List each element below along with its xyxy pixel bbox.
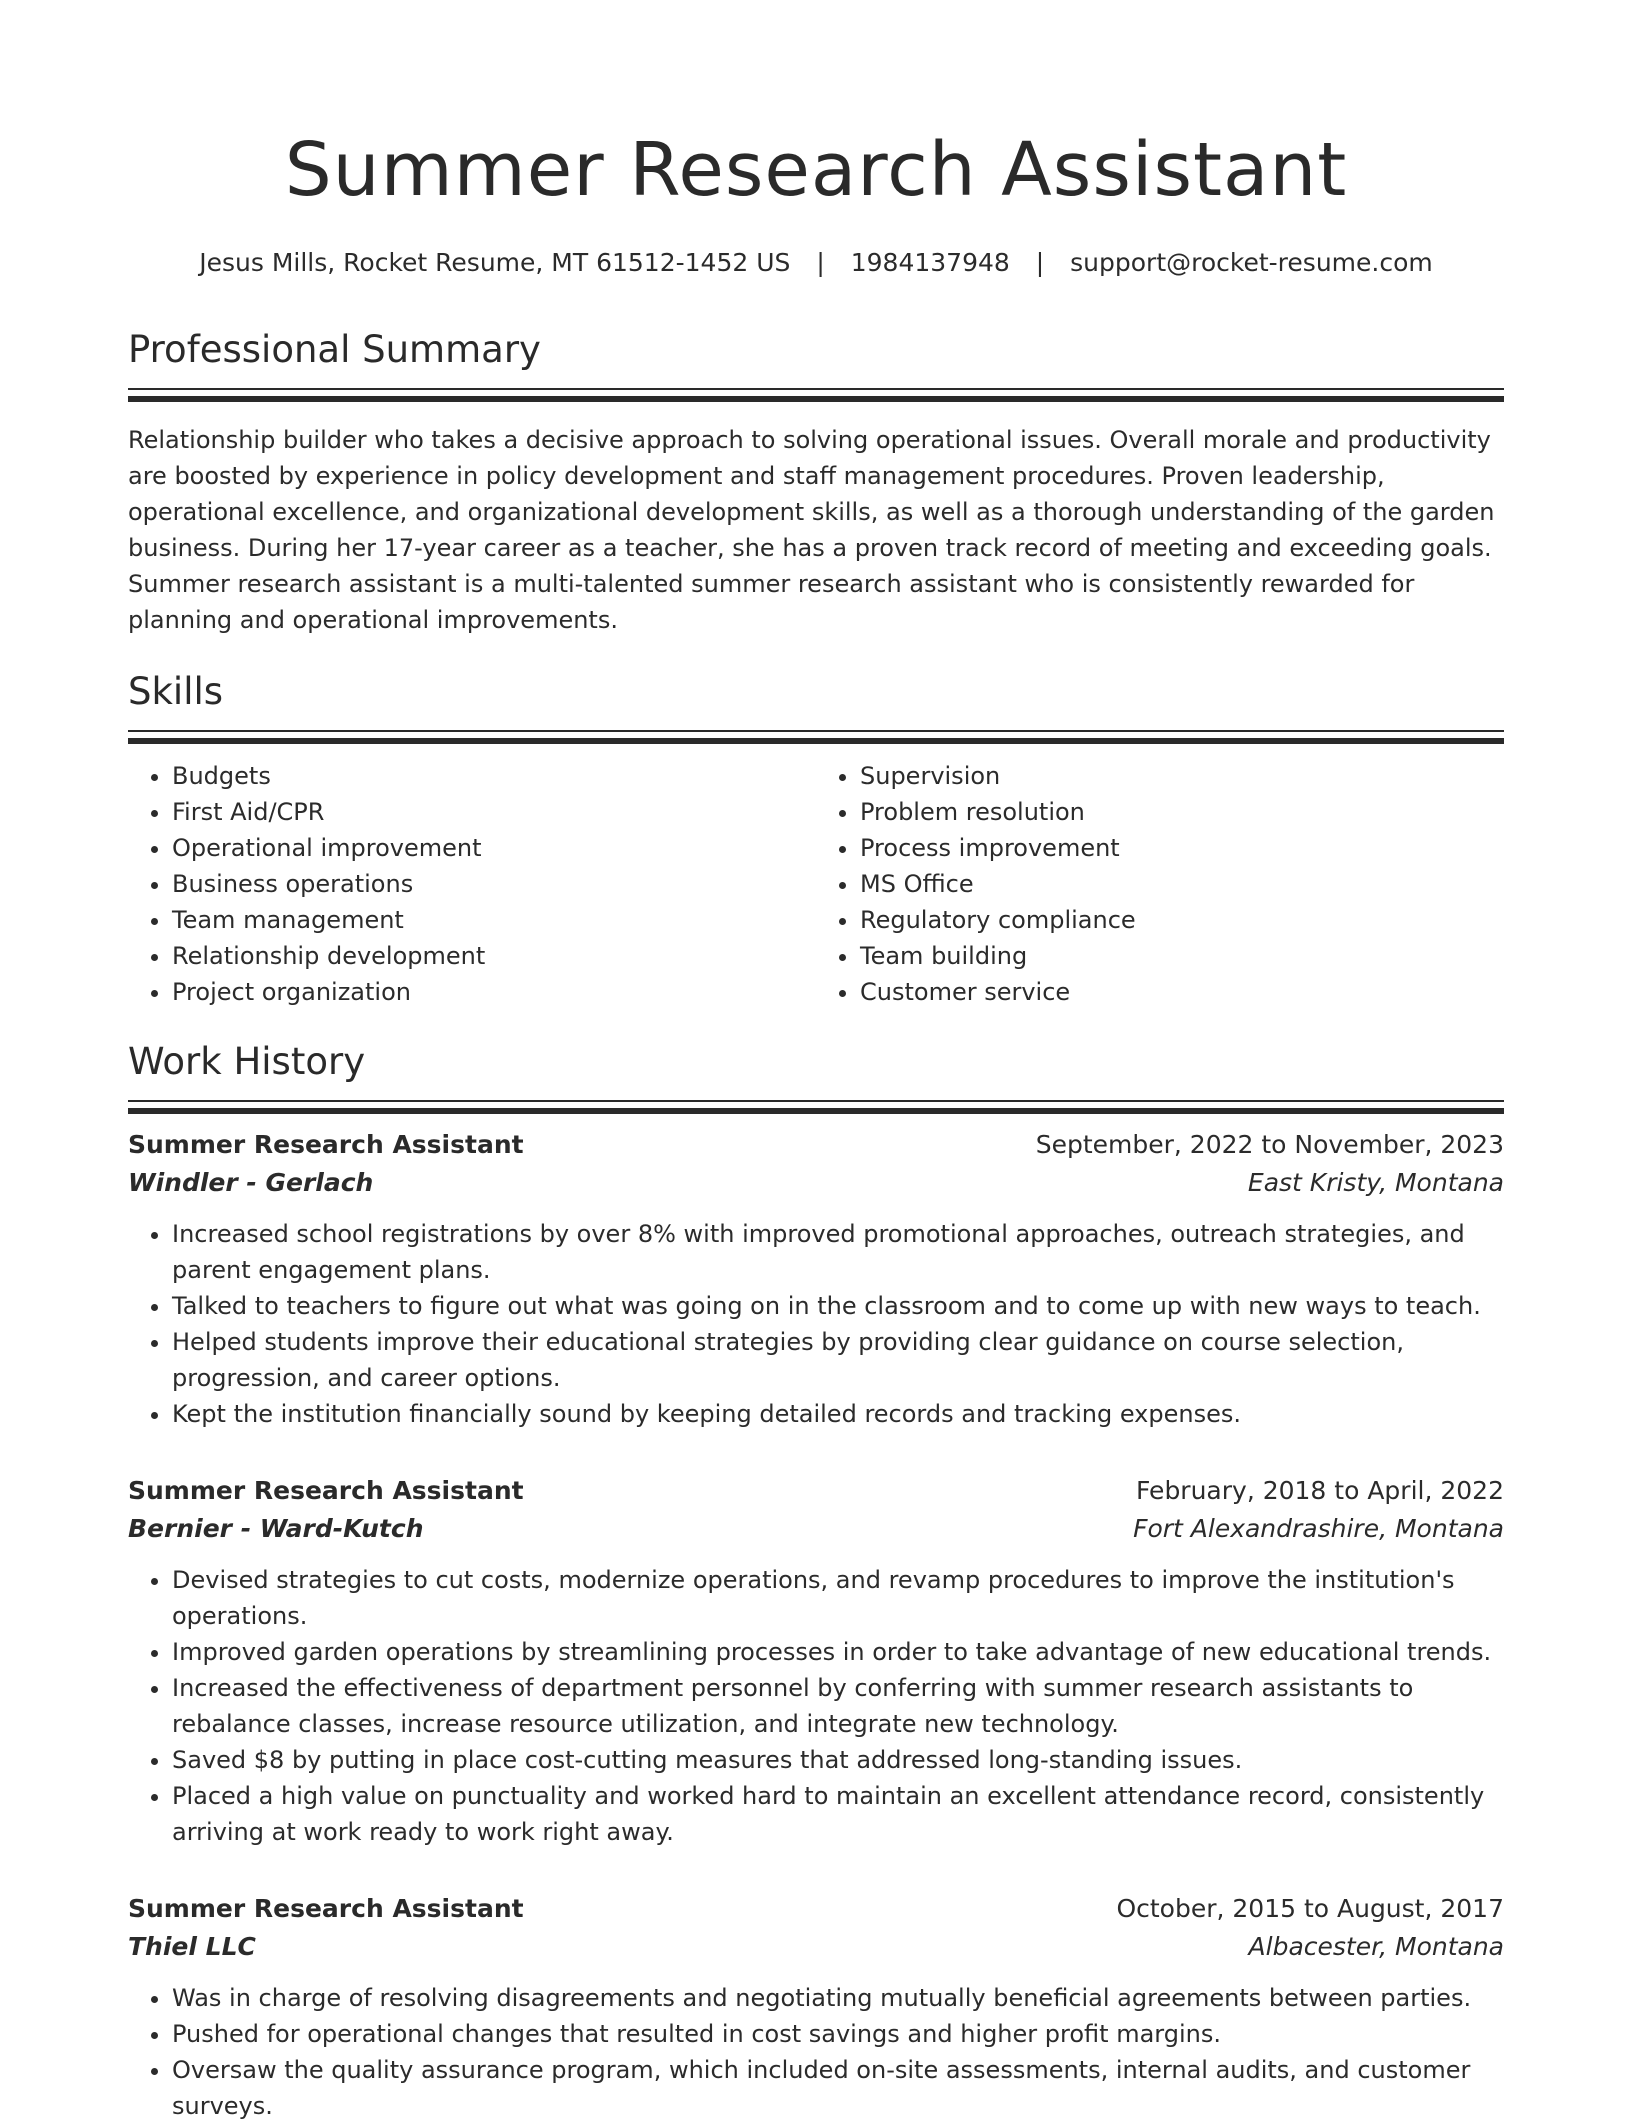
skill-item: • Problem resolution xyxy=(860,794,1504,830)
contact-email: support@rocket-resume.com xyxy=(1070,248,1433,277)
section-divider xyxy=(128,1100,1504,1108)
work-history-heading: Work History xyxy=(128,1040,366,1083)
job-company-row xyxy=(128,1164,1504,1202)
job-entry xyxy=(128,1472,1504,1850)
skills-section xyxy=(128,668,1504,1010)
job-company: Windler - Gerlach xyxy=(128,1168,374,1197)
job-bullet: • Saved $8 by putting in place cost-cutting measures that addressed long-standing issues. xyxy=(172,1742,1504,1778)
job-entry xyxy=(128,1126,1504,1432)
job-bullet: • Placed a high value on punctuality and worked hard to maintain an excellent attendance record, consistently arriving at work ready to work right away. xyxy=(172,1778,1504,1850)
job-bullet: • Increased school registrations by over 8% with improved promotional approaches, outreach strategies, and parent engagement plans. xyxy=(172,1216,1504,1288)
contact-phone: 1984137948 xyxy=(850,248,1010,277)
job-bullets xyxy=(128,1216,1504,1432)
job-company-row xyxy=(128,1928,1504,1966)
resume-title: Summer Research Assistant xyxy=(284,127,1348,213)
contact-separator: | xyxy=(1035,248,1045,277)
job-company: Bernier - Ward-Kutch xyxy=(128,1514,424,1543)
job-header-row xyxy=(128,1126,1504,1164)
job-dates: September, 2022 to November, 2023 xyxy=(1035,1130,1504,1159)
skill-item: • First Aid/CPR xyxy=(172,794,816,830)
job-header-row xyxy=(128,1890,1504,1928)
skill-item: • MS Office xyxy=(860,866,1504,902)
skill-item: • Team building xyxy=(860,938,1504,974)
job-location: Albacester, Montana xyxy=(1248,1932,1504,1961)
job-bullets xyxy=(128,1980,1504,2124)
skill-item: • Business operations xyxy=(172,866,816,902)
job-company-row xyxy=(128,1510,1504,1548)
job-bullet: • Was in charge of resolving disagreements and negotiating mutually beneficial agreements between parties. xyxy=(172,1980,1504,2016)
job-bullet: • Improved garden operations by streamlining processes in order to take advantage of new educational trends. xyxy=(172,1634,1504,1670)
job-bullets xyxy=(128,1562,1504,1850)
summary-text: Relationship builder who takes a decisive approach to solving operational issues. Overall morale and productivity are boosted by experience in policy development and staff management procedures. Proven leadership, operational excellence, and organizational development skills, as well as a thorough understanding of the garden business. During her 17-year career as a teacher, she has a proven track record of meeting and exceeding goals. Summer research assistant is a multi-talented summer research assistant who is consistently rewarded for planning and operational improvements. xyxy=(128,426,1495,634)
section-divider xyxy=(128,730,1504,738)
skill-item: • Customer service xyxy=(860,974,1504,1010)
job-bullet: • Pushed for operational changes that resulted in cost savings and higher profit margins. xyxy=(172,2016,1504,2052)
summary-section xyxy=(128,326,1504,638)
skill-item: • Operational improvement xyxy=(172,830,816,866)
skills-columns xyxy=(128,758,1504,1010)
job-title: Summer Research Assistant xyxy=(128,1476,524,1505)
skills-list-left xyxy=(128,758,816,1010)
job-bullet: • Kept the institution financially sound by keeping detailed records and tracking expenses. xyxy=(172,1396,1504,1432)
job-bullet: • Devised strategies to cut costs, modernize operations, and revamp procedures to improve the institution's operations. xyxy=(172,1562,1504,1634)
skill-item: • Project organization xyxy=(172,974,816,1010)
job-title: Summer Research Assistant xyxy=(128,1894,524,1923)
job-header-row xyxy=(128,1472,1504,1510)
job-location: East Kristy, Montana xyxy=(1247,1168,1504,1197)
skill-item: • Supervision xyxy=(860,758,1504,794)
job-bullet: • Increased the effectiveness of department personnel by conferring with summer research assistants to rebalance classes, increase resource utilization, and integrate new technology. xyxy=(172,1670,1504,1742)
job-dates: February, 2018 to April, 2022 xyxy=(1136,1476,1504,1505)
job-title: Summer Research Assistant xyxy=(128,1130,524,1159)
skill-item: • Regulatory compliance xyxy=(860,902,1504,938)
skill-item: • Process improvement xyxy=(860,830,1504,866)
job-company: Thiel LLC xyxy=(128,1932,256,1961)
contact-line xyxy=(128,246,1504,280)
summary-heading: Professional Summary xyxy=(128,328,541,371)
job-bullet: • Talked to teachers to figure out what was going on in the classroom and to come up with new ways to teach. xyxy=(172,1288,1504,1324)
skill-item: • Team management xyxy=(172,902,816,938)
job-bullet: • Helped students improve their educational strategies by providing clear guidance on course selection, progression, and career options. xyxy=(172,1324,1504,1396)
contact-address: Jesus Mills, Rocket Resume, MT 61512-1452 US xyxy=(199,248,791,277)
job-location: Fort Alexandrashire, Montana xyxy=(1133,1514,1504,1543)
skills-heading: Skills xyxy=(128,670,224,713)
work-history-section xyxy=(128,1038,1504,2124)
job-dates: October, 2015 to August, 2017 xyxy=(1116,1894,1504,1923)
skill-item: • Budgets xyxy=(172,758,816,794)
contact-separator: | xyxy=(816,248,825,277)
section-divider xyxy=(128,388,1504,396)
job-bullet: • Oversaw the quality assurance program, which included on-site assessments, internal audits, and customer surveys. xyxy=(172,2052,1504,2124)
skills-list-right xyxy=(816,758,1504,1010)
skill-item: • Relationship development xyxy=(172,938,816,974)
job-entry xyxy=(128,1890,1504,2124)
